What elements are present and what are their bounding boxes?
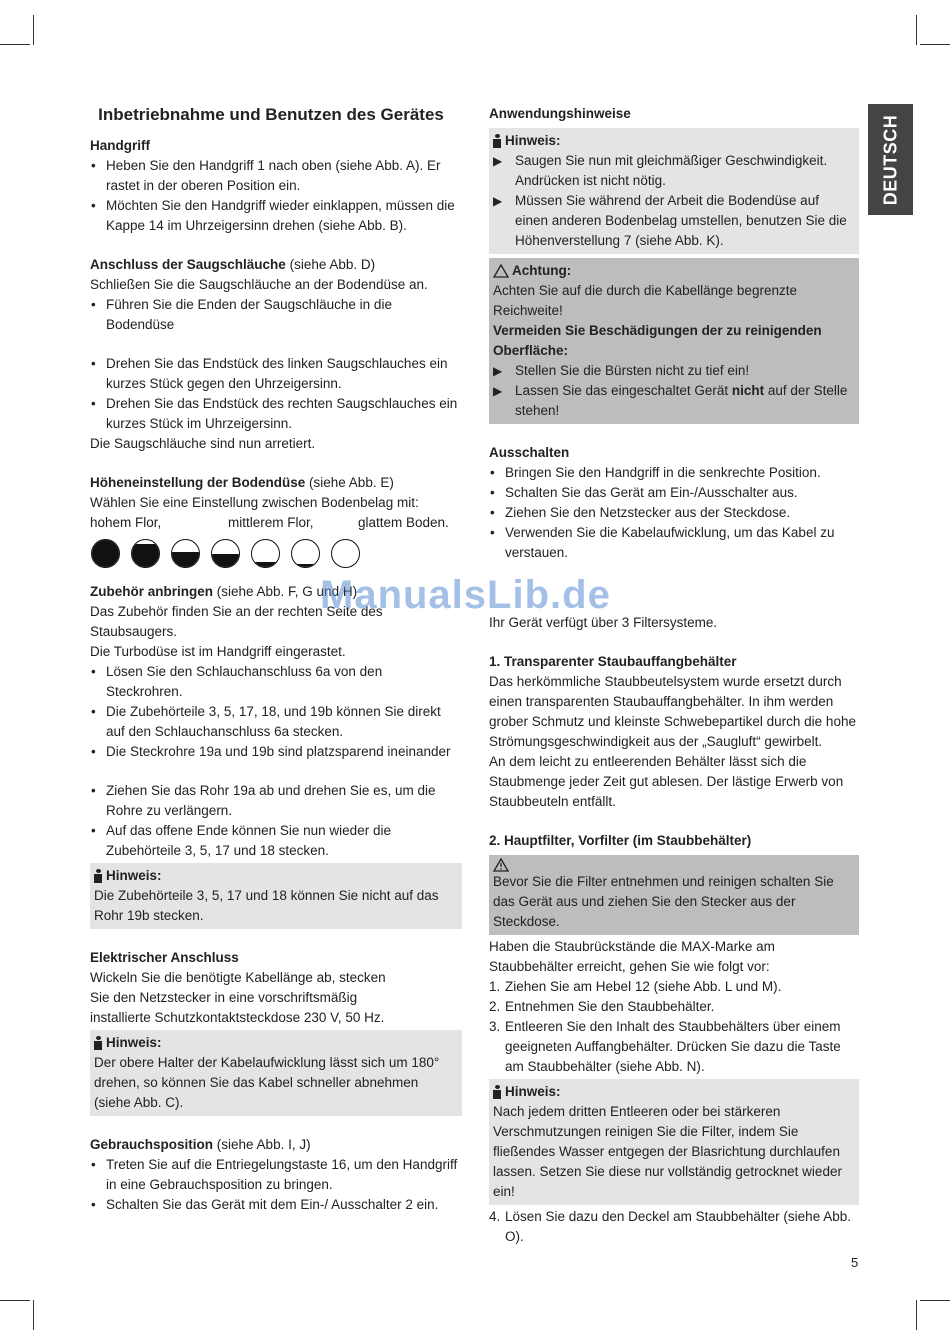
page-number: 5 <box>851 1255 859 1270</box>
zubehoer-list <box>90 662 462 762</box>
list-item: • Verwenden Sie die Kabelaufwicklung, um das Kabel zu verstauen. <box>489 523 859 563</box>
crop-mark <box>916 15 917 45</box>
list-item: • Die Steckrohre 19a und 19b sind platzsparend ineinander <box>90 742 462 762</box>
language-tab-label: DEUTSCH <box>880 114 901 205</box>
steps-list <box>489 977 859 1077</box>
crop-mark <box>920 44 950 45</box>
height-level-2-icon <box>131 539 160 568</box>
hinweis-text: Der obere Halter der Kabelaufwicklung lässt sich um 180° drehen, so können Sie das Kabel schneller abnehmen (siehe Abb. C). <box>94 1055 440 1110</box>
info-icon <box>493 1085 502 1099</box>
page-title: Inbetriebnahme und Benutzen des Gerätes <box>98 105 444 124</box>
paragraph: Wählen Sie eine Einstellung zwischen Bodenbelag mit: <box>90 495 419 510</box>
gebrauch-list <box>90 1155 462 1215</box>
height-setting-icons <box>90 539 462 568</box>
watermark: ManualsLib.de <box>320 573 611 617</box>
achtung-heading: Achtung: <box>493 261 855 281</box>
handgriff-list <box>90 156 462 236</box>
list-item: • Möchten Sie den Handgriff wieder einklappen, müssen die Kappe 14 im Uhrzeigersinn drehen (siehe Abb. B). <box>90 196 462 236</box>
achtung-text-bold: Vermeiden Sie Beschädigungen der zu reinigenden Oberfläche: <box>493 323 822 358</box>
list-item: • Drehen Sie das Endstück des linken Saugschlauches ein kurzes Stück gegen den Uhrzeigersinn. <box>90 354 462 394</box>
section-heading-ausschalten: Ausschalten <box>489 445 570 460</box>
left-column <box>90 104 462 1215</box>
paragraph: Die Turbodüse ist im Handgriff eingerastet. <box>90 644 346 659</box>
list-item: ▶ Saugen Sie nun mit gleichmäßiger Geschwindigkeit. Andrücken ist nicht nötig. <box>493 151 855 191</box>
list-item: • Ziehen Sie den Netzstecker aus der Steckdose. <box>489 503 859 523</box>
list-item: ▶ Müssen Sie während der Arbeit die Bodendüse auf einen anderen Bodenbelag umstellen, benutzen Sie die Höhenverstellung 7 (siehe Abb. K). <box>493 191 855 251</box>
list-item: • Schalten Sie das Gerät mit dem Ein-/ Ausschalter 2 ein. <box>90 1195 462 1215</box>
section-heading-elektrisch: Elektrischer Anschluss <box>90 950 239 965</box>
paragraph: Ihr Gerät verfügt über 3 Filtersysteme. <box>489 615 718 630</box>
list-item: ▶ Lassen Sie das eingeschaltet Gerät nicht auf der Stelle stehen! <box>493 381 855 421</box>
achtung-list <box>493 361 855 421</box>
steps-list-2 <box>489 1207 859 1247</box>
list-item: 3. Entleeren Sie den Inhalt des Staubbehälters über einem geeigneten Auffangbehälter. Drücken Sie dazu die Taste am Staubbehälter (siehe Abb. N). <box>489 1019 841 1074</box>
list-item: 1. Ziehen Sie am Hebel 12 (siehe Abb. L und M). <box>489 979 782 994</box>
height-level-7-icon <box>331 539 360 568</box>
achtung-box <box>489 258 859 424</box>
crop-mark <box>33 15 34 45</box>
warning-text: Bevor Sie die Filter entnehmen und reinigen schalten Sie das Gerät aus und ziehen Sie den Stecker aus der Steckdose. <box>493 874 834 929</box>
list-item: 2. Entnehmen Sie den Staubbehälter. <box>489 999 715 1014</box>
paragraph: Wickeln Sie die benötigte Kabellänge ab, stecken Sie den Netzstecker in eine vorschriftsmäßig installierte Schutzkontaktsteckdose 230 V, 50 Hz. <box>90 970 386 1025</box>
zubehoer-list-2 <box>90 781 462 861</box>
warning-icon <box>493 264 509 278</box>
height-level-1-icon <box>91 539 120 568</box>
right-column <box>489 104 859 1247</box>
list-item: • Drehen Sie das Endstück des rechten Saugschlauches ein kurzes Stück im Uhrzeigersinn. <box>90 394 462 434</box>
flor-label-high: hohem Flor, <box>90 515 162 530</box>
section-heading-hoehe: Höheneinstellung der Bodendüse (siehe Abb. E) <box>90 475 394 490</box>
list-item: ▶ Stellen Sie die Bürsten nicht zu tief ein! <box>493 361 855 381</box>
list-item: 4. Lösen Sie dazu den Deckel am Staubbehälter (siehe Abb. O). <box>489 1209 851 1244</box>
crop-mark <box>0 44 30 45</box>
language-tab <box>868 104 913 215</box>
paragraph: An dem leicht zu entleerenden Behälter lässt sich die Staubmenge jeder Zeit gut ablesen. Der lästige Erwerb von Staubbeuteln entfällt. <box>489 754 844 809</box>
list-item: • Heben Sie den Handgriff 1 nach oben (siehe Abb. A). Er rastet in der oberen Position ein. <box>90 156 462 196</box>
list-item: • Lösen Sie den Schlauchanschluss 6a von den Steckrohren. <box>90 662 462 702</box>
section-heading-anwendung: Anwendungshinweise <box>489 106 631 121</box>
list-item: • Führen Sie die Enden der Saugschläuche in die Bodendüse <box>90 295 462 335</box>
info-icon <box>94 1036 103 1050</box>
section-heading-transparent: 1. Transparenter Staubauffangbehälter <box>489 654 737 669</box>
hinweis-heading: Hinweis: <box>493 1082 855 1102</box>
section-heading-gebrauch: Gebrauchsposition (siehe Abb. I, J) <box>90 1137 311 1152</box>
paragraph: Das Zubehör finden Sie an der rechten Seite des Staubsaugers. <box>90 604 383 639</box>
flor-label-medium: mittlerem Flor, <box>228 515 314 530</box>
section-heading-zubehoer: Zubehör anbringen (siehe Abb. F, G und H) <box>90 584 358 599</box>
flor-label-flat: glattem Boden. <box>358 515 449 530</box>
list-item: • Ziehen Sie das Rohr 19a ab und drehen Sie es, um die Rohre zu verlängern. <box>90 781 462 821</box>
crop-mark <box>916 1300 917 1330</box>
hinweis-box <box>489 1079 859 1205</box>
height-level-4-icon <box>211 539 240 568</box>
list-item: • Treten Sie auf die Entriegelungstaste 16, um den Handgriff in eine Gebrauchsposition zu bringen. <box>90 1155 462 1195</box>
section-heading-anschluss: Anschluss der Saugschläuche (siehe Abb. D) <box>90 257 376 272</box>
height-level-3-icon <box>171 539 200 568</box>
hinweis-list <box>493 151 855 251</box>
info-icon <box>94 869 103 883</box>
section-heading-hauptfilter: 2. Hauptfilter, Vorfilter (im Staubbehälter) <box>489 833 752 848</box>
hinweis-box <box>489 128 859 254</box>
anschluss-list <box>90 295 462 335</box>
crop-mark <box>0 1300 30 1301</box>
paragraph: Das herkömmliche Staubbeutelsystem wurde ersetzt durch einen transparenten Staubauffangbehälter. In ihm werden grober Schmutz und kleinste Schwebepartikel durch die hohe Strömungsgeschwindigkeit aus der „Saugluft“ gewirbelt. <box>489 674 856 749</box>
list-item: • Bringen Sie den Handgriff in die senkrechte Position. <box>489 463 859 483</box>
anschluss-list-2 <box>90 354 462 434</box>
crop-mark <box>33 1300 34 1330</box>
hinweis-heading: Hinweis: <box>94 1033 458 1053</box>
warning-icon <box>493 858 509 872</box>
hinweis-heading: Hinweis: <box>493 131 855 151</box>
paragraph: Schließen Sie die Saugschläuche an der Bodendüse an. <box>90 277 428 292</box>
crop-mark <box>920 1300 950 1301</box>
height-level-5-icon <box>251 539 280 568</box>
hinweis-heading: Hinweis: <box>94 866 458 886</box>
height-level-6-icon <box>291 539 320 568</box>
warning-box <box>489 855 859 935</box>
hinweis-text: Nach jedem dritten Entleeren oder bei stärkeren Verschmutzungen reinigen Sie die Filter, indem Sie fließendes Wasser entgegen der Blasrichtung durchlaufen lassen. Setzen Sie diese nur vollständig getrocknet wieder ein! <box>493 1104 842 1199</box>
paragraph: Die Saugschläuche sind nun arretiert. <box>90 436 316 451</box>
paragraph: Haben die Staubrückstände die MAX-Marke am Staubbehälter erreicht, gehen Sie wie folgt vor: <box>489 939 775 974</box>
hinweis-box <box>90 863 462 929</box>
list-item: • Schalten Sie das Gerät am Ein-/Ausschalter aus. <box>489 483 859 503</box>
info-icon <box>493 134 502 148</box>
list-item: • Auf das offene Ende können Sie nun wieder die Zubehörteile 3, 5, 17 und 18 stecken. <box>90 821 462 861</box>
achtung-text: Achten Sie auf die durch die Kabellänge begrenzte Reichweite! <box>493 283 797 318</box>
ausschalten-list <box>489 463 859 563</box>
section-heading-handgriff: Handgriff <box>90 138 150 153</box>
hinweis-text: Die Zubehörteile 3, 5, 17 und 18 können Sie nicht auf das Rohr 19b stecken. <box>94 888 439 923</box>
list-item: • Die Zubehörteile 3, 5, 17, 18, und 19b können Sie direkt auf den Schlauchanschluss 6a stecken. <box>90 702 462 742</box>
flor-labels <box>90 513 462 533</box>
hinweis-box <box>90 1030 462 1116</box>
